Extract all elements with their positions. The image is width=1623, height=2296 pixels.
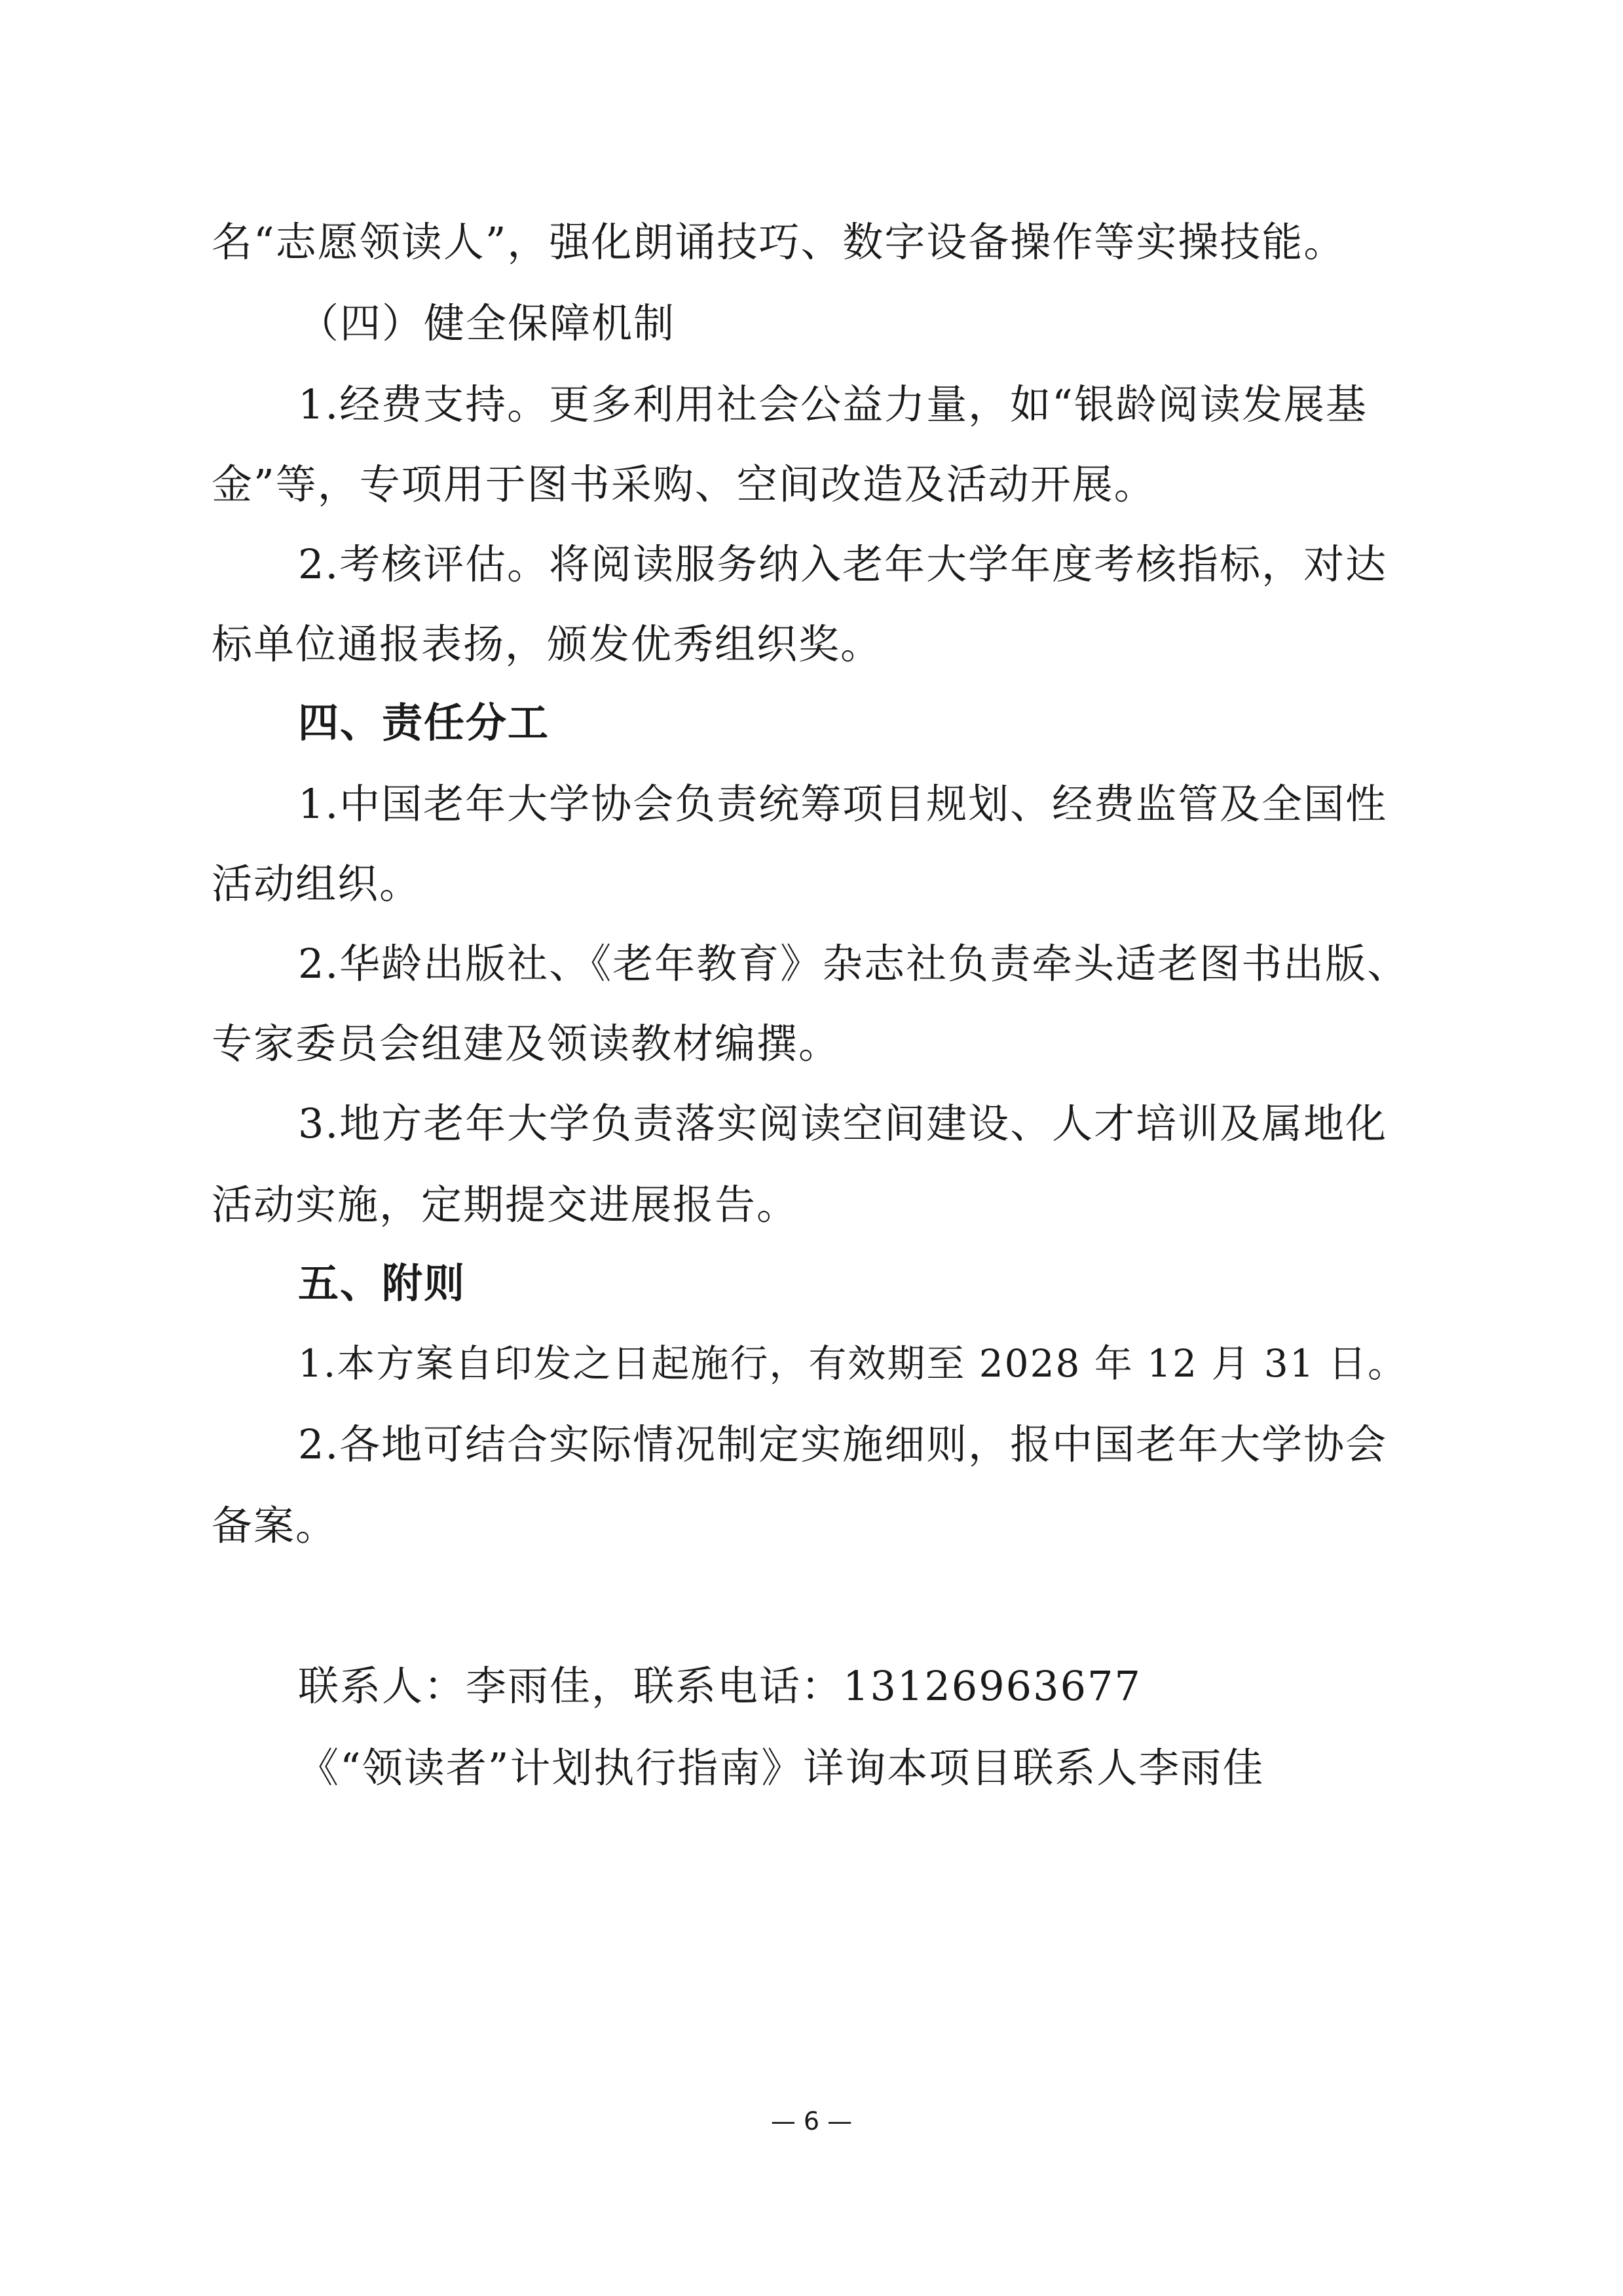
text-line: 活动实施，定期提交进展报告。 xyxy=(212,1181,799,1229)
text-line: 专家委员会组建及领读教材编撰。 xyxy=(212,1020,841,1067)
text-line: 标单位通报表扬，颁发优秀组织奖。 xyxy=(212,620,883,668)
contact-line: 联系人：李雨佳，联系电话：13126963677 xyxy=(298,1662,1142,1710)
text-line: 金”等，专项用于图书采购、空间改造及活动开展。 xyxy=(212,460,1156,508)
section-heading: 四、责任分工 xyxy=(298,699,550,747)
text-line: 2.考核评估。将阅读服务纳入老年大学年度考核指标，对达 xyxy=(298,540,1388,588)
text-line: 1.中国老年大学协会负责统筹项目规划、经费监管及全国性 xyxy=(298,780,1388,828)
text-line: 活动组织。 xyxy=(212,860,422,908)
text-line: 名“志愿领读人”，强化朗诵技巧、数字设备操作等实操技能。 xyxy=(212,218,1346,266)
text-line: 3.地方老年大学负责落实阅读空间建设、人才培训及属地化 xyxy=(298,1100,1388,1147)
text-line: 备案。 xyxy=(212,1502,338,1549)
text-line: 2.华龄出版社、《老年教育》杂志社负责牵头适老图书出版、 xyxy=(298,940,1409,988)
text-line: 2.各地可结合实际情况制定实施细则，报中国老年大学协会 xyxy=(298,1420,1388,1468)
subsection-heading: （四）健全保障机制 xyxy=(298,299,676,347)
page-number: — 6 — xyxy=(770,2107,853,2136)
section-heading: 五、附则 xyxy=(298,1259,466,1307)
text-line: 1.本方案自印发之日起施行，有效期至 2028 年 12 月 31 日。 xyxy=(298,1341,1408,1386)
guide-note-line: 《“领读者”计划执行指南》详询本项目联系人李雨佳 xyxy=(298,1744,1265,1792)
text-line: 1.经费支持。更多利用社会公益力量，如“银龄阅读发展基 xyxy=(298,380,1368,428)
